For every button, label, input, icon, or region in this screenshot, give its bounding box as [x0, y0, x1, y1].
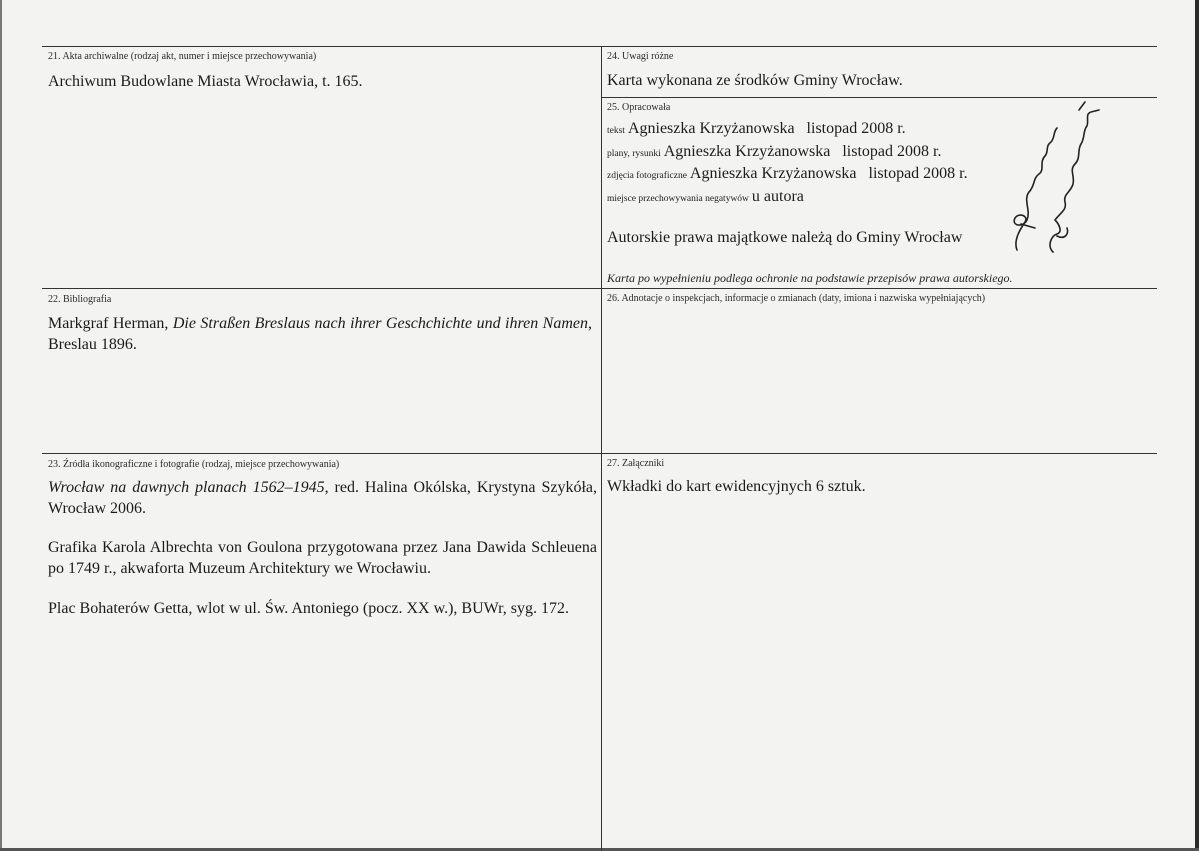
section-27-label: 27. Załączniki: [607, 458, 665, 469]
rule-mid: [42, 288, 1157, 289]
rule-lower: [42, 453, 1157, 454]
section-23-entry-1: [48, 477, 597, 519]
section-26-label: 26. Adnotacje o inspekcjach, informacje o zmianach (daty, imiona i nazwiska wypełniających): [607, 293, 986, 304]
row-plany: [607, 142, 941, 164]
section-22-label: 22. Bibliografia: [48, 294, 112, 305]
section-27-text: Wkładki do kart ewidencyjnych 6 sztuk.: [607, 478, 866, 495]
row-zdjecia: [607, 164, 968, 186]
rule-24-25: [601, 97, 1157, 98]
bibliography-author: Markgraf Herman,: [48, 315, 173, 332]
section-21-label: 21. Akta archiwalne (rodzaj akt, numer i miejsce przechowywania): [48, 51, 317, 62]
source-1-rest: , red. Halina Okólska, Krystyna Szykóła, Wrocław 2006.: [48, 479, 598, 517]
section-24-label: 24. Uwagi różne: [607, 51, 674, 62]
row-tekst: [607, 119, 906, 141]
section-23-label: 23. Źródła ikonograficzne i fotografie (rodzaj, miejsce przechowywania): [48, 459, 340, 470]
section-21-text: Archiwum Budowlane Miasta Wrocławia, t. 165.: [48, 73, 363, 90]
section-25-label: 25. Opracowała: [607, 102, 671, 113]
handwritten-signature: [995, 100, 1105, 260]
section-22-text: [48, 313, 592, 355]
plany-value: Agnieszka Krzyżanowska listopad 2008 r.: [663, 143, 942, 160]
negatywy-value: u autora: [751, 188, 804, 205]
negatywy-label: miejsce przechowywania negatywów: [607, 194, 749, 204]
zdjecia-value: Agnieszka Krzyżanowska listopad 2008 r.: [689, 165, 968, 182]
bibliography-rest: , Breslau 1896.: [48, 315, 592, 353]
plany-label: plany, rysunki: [607, 149, 661, 159]
scan-edge-left: [0, 0, 2, 851]
section-23-entry-2: Grafika Karola Albrechta von Goulona przygotowana przez Jana Dawida Schleuena po 1749 r., akwaforta Muzeum Architektury we Wrocławiu.: [48, 539, 597, 577]
zdjecia-label: zdjęcia fotograficzne: [607, 171, 687, 181]
column-divider: [601, 46, 602, 851]
source-1-title: Wrocław na dawnych planach 1562–1945: [48, 479, 325, 496]
rule-top: [42, 46, 1157, 47]
bibliography-title: Die Straßen Breslaus nach ihrer Geschchichte und ihren Namen: [172, 315, 588, 332]
tekst-label: tekst: [607, 126, 625, 136]
row-negatywy: [607, 187, 804, 209]
copyright-statement: Autorskie prawa majątkowe należą do Gminy Wrocław: [607, 229, 963, 246]
section-24-text: Karta wykonana ze środków Gminy Wrocław.: [607, 72, 903, 89]
tekst-value: Agnieszka Krzyżanowska listopad 2008 r.: [627, 120, 906, 137]
copyright-protection-note: Karta po wypełnieniu podlega ochronie na podstawie przepisów prawa autorskiego.: [607, 271, 1013, 285]
scan-edge-right: [1195, 0, 1199, 851]
section-23-entry-3: Plac Bohaterów Getta, wlot w ul. Św. Antoniego (pocz. XX w.), BUWr, syg. 172.: [48, 600, 570, 617]
